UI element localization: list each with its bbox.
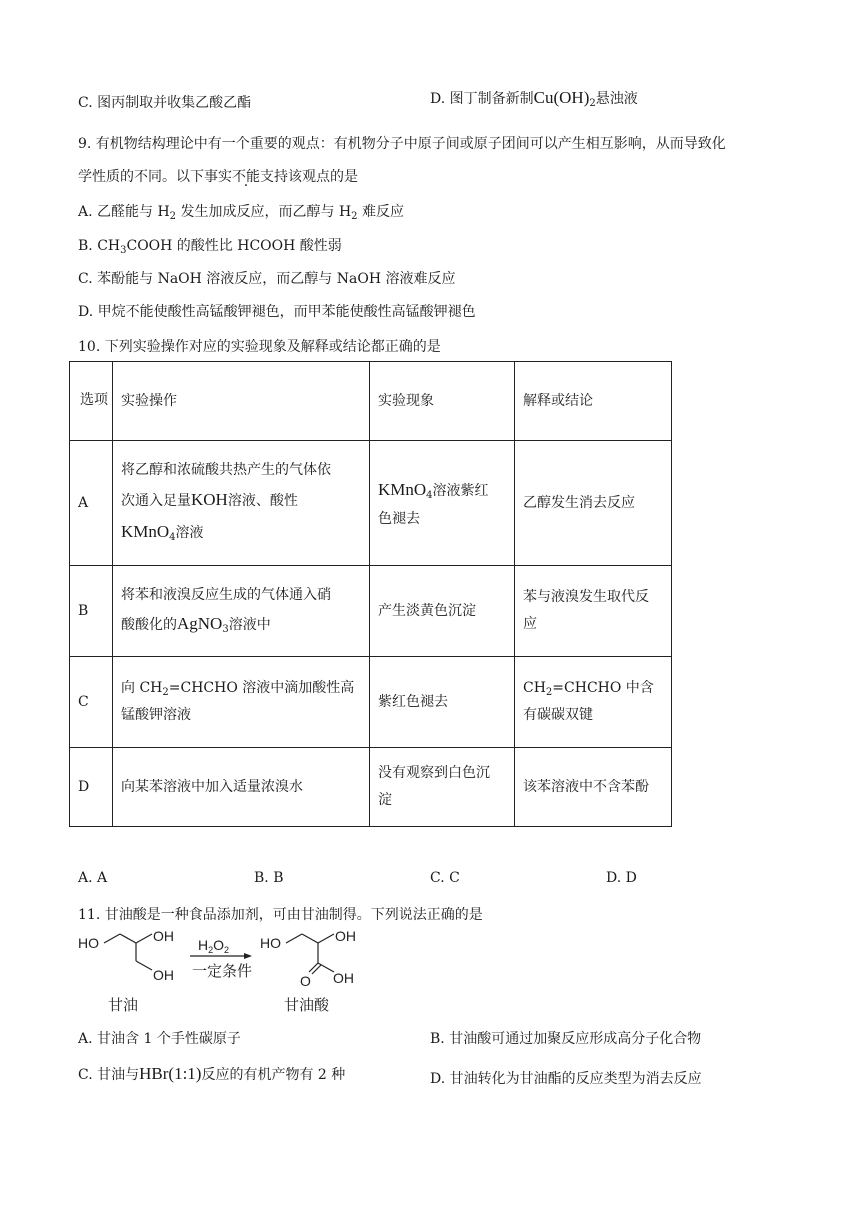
q11-reaction-diagram (74, 928, 374, 1020)
q10-answer-d: D. D (606, 870, 637, 886)
q9-option-a-text1: A. 乙醛能与 H (78, 204, 170, 220)
q11-option-d: D. 甘油转化为甘油酯的反应类型为消去反应 (430, 1071, 702, 1087)
row-b-op-formula: AgNO (177, 614, 223, 634)
row-c-option: C (70, 657, 113, 748)
row-c-op-line2: 锰酸钾溶液 (121, 707, 191, 724)
row-c-concl-text: CH (523, 680, 546, 697)
row-a-op-formula: KOH (191, 490, 228, 509)
row-a-conclusion: 乙醇发生消去反应 (515, 441, 672, 566)
q9-option-a-text2: 发生加成反应，而乙醇与 H (176, 204, 352, 220)
row-a-ph-line1 (378, 474, 506, 506)
row-c-operation (113, 657, 370, 748)
row-a-op-line3 (121, 516, 361, 548)
row-a-op-sub: 4 (169, 532, 176, 544)
q9-option-b (78, 235, 342, 256)
q9-option-a (78, 201, 404, 222)
q10-stem: 10. 下列实验操作对应的实验现象及解释或结论都正确的是 (78, 339, 441, 355)
q11-option-c (78, 1064, 345, 1084)
q9-stem-line1: 9. 有机物结构理论中有一个重要的观点：有机物分子中原子间或原子团间可以产生相互影响，从而导致化 (78, 136, 726, 152)
q11-option-c-text1: C. 甘油与 (78, 1067, 140, 1083)
q11-option-a: A. 甘油含 1 个手性碳原子 (78, 1031, 241, 1047)
q8-option-d (430, 88, 638, 109)
q8-option-c: C. 图丙制取并收集乙酸乙酯 (78, 95, 252, 111)
header-option: 选项 (70, 362, 113, 441)
glycerol-structure (104, 934, 152, 970)
row-b-concl-line1: 苯与液溴发生取代反 (523, 589, 649, 606)
q9-option-b-text1: B. CH (78, 238, 121, 254)
q9-stem-emphasis: 不能 (232, 169, 260, 185)
q10-table (69, 361, 672, 827)
header-conclusion: 解释或结论 (515, 362, 672, 441)
row-b-op-sub: 3 (222, 624, 229, 636)
row-c-op-line1 (121, 675, 361, 702)
q11-option-c-text2: 反应的有机产物有 2 种 (201, 1067, 346, 1083)
label-glyceric-acid: 甘油酸 (284, 997, 330, 1014)
row-a-ph-text: 溶液紫红 (432, 482, 489, 499)
row-d-conclusion: 该苯溶液中不含苯酚 (515, 748, 672, 827)
q9-option-a-sub2: 2 (351, 211, 358, 222)
q8-option-d-formula: Cu(OH) (533, 88, 590, 107)
row-c-op-text2: =CHCHO 溶液中滴加酸性高 (168, 680, 355, 697)
glycerol-oh-bottom: OH (153, 967, 174, 983)
row-c-conclusion (515, 657, 672, 748)
row-b-op-text: 酸酸化的 (121, 617, 177, 634)
glycerol-oh-top: OH (153, 928, 174, 944)
row-c-concl-line2: 有碳碳双键 (523, 707, 593, 724)
row-b-op-line2 (121, 608, 361, 640)
row-b-conclusion (515, 566, 672, 657)
q9-stem-line2-a: 学性质的不同。以下事实 (78, 169, 232, 185)
row-a-op-text3: 溶液 (175, 525, 204, 542)
row-d-ph-line1: 没有观察到白色沉 (378, 765, 490, 782)
row-a-op-text: 次通入足量 (121, 493, 191, 509)
row-b-concl-line2: 应 (523, 616, 537, 632)
header-operation: 实验操作 (113, 362, 370, 441)
q11-option-c-formula: HBr(1:1) (139, 1064, 202, 1083)
row-d-ph-line2: 淀 (378, 792, 392, 808)
row-a-op-formula2: KMnO (121, 522, 170, 542)
glyceric-acid-structure (286, 934, 334, 974)
row-a-op-line2 (121, 484, 361, 516)
label-glycerol: 甘油 (108, 997, 139, 1014)
table-header-row (70, 362, 672, 441)
row-a-ph-line2: 色褪去 (378, 510, 420, 527)
q10-answer-options (78, 870, 778, 890)
q10-answer-a: A. A (78, 870, 108, 886)
table-row (70, 441, 672, 566)
row-b-option: B (70, 566, 113, 657)
row-a-phenomenon (370, 441, 515, 566)
row-b-op-line1: 将苯和液溴反应生成的气体通入硝 (121, 586, 331, 603)
q8-option-d-prefix: D. 图丁制备新制 (430, 91, 534, 107)
glyceric-oh-top: OH (335, 928, 356, 944)
q10-answer-b: B. B (254, 870, 284, 886)
q8-option-d-suffix: 悬浊液 (595, 91, 638, 107)
q9-option-c: C. 苯酚能与 NaOH 溶液反应，而乙醇与 NaOH 溶液难反应 (78, 271, 456, 287)
row-c-concl-text2: =CHCHO 中含 (552, 680, 654, 697)
row-c-phenomenon: 紫红色褪去 (370, 657, 515, 748)
q10-answer-c: C. C (430, 870, 460, 886)
row-c-concl-line1 (523, 675, 663, 702)
glyceric-oh-bottom: OH (333, 970, 354, 986)
glycerol-ho: HO (78, 935, 99, 951)
row-a-op-line1: 将乙醇和浓硫酸共热产生的气体依 (121, 462, 331, 479)
row-a-op-text2: 溶液、酸性 (227, 493, 298, 509)
row-b-operation (113, 566, 370, 657)
arrow-head (244, 953, 252, 959)
row-a-operation (113, 441, 370, 566)
q9-option-b-sub: 3 (120, 245, 127, 256)
q9-option-a-text3: 难反应 (357, 204, 404, 220)
q9-stem-line2-b: 支持该观点的是 (260, 169, 358, 185)
table-row (70, 657, 672, 748)
glyceric-ho: HO (260, 935, 281, 951)
arrow-reagent: $H_2O_2$ (198, 937, 230, 955)
row-a-ph-sub: 4 (426, 489, 433, 501)
table-row (70, 748, 672, 827)
row-b-op-text2: 溶液中 (228, 617, 271, 634)
arrow-condition: 一定条件 (192, 963, 253, 980)
row-d-operation: 向某苯溶液中加入适量浓溴水 (113, 748, 370, 827)
q9-option-a-sub1: 2 (169, 211, 177, 222)
row-a-ph-formula: KMnO (378, 479, 427, 499)
q9-option-d: D. 甲烷不能使酸性高锰酸钾褪色，而甲苯能使酸性高锰酸钾褪色 (78, 304, 476, 320)
q9-stem-line2 (78, 166, 358, 186)
row-d-phenomenon (370, 748, 515, 827)
q11-stem: 11. 甘油酸是一种食品添加剂，可由甘油制得。下列说法正确的是 (78, 907, 483, 923)
header-phenomenon: 实验现象 (370, 362, 515, 441)
table-row (70, 566, 672, 657)
q11-option-b: B. 甘油酸可通过加聚反应形成高分子化合物 (430, 1031, 702, 1047)
row-c-op-text: 向 CH (121, 680, 163, 697)
q9-option-b-text2: COOH 的酸性比 HCOOH 酸性弱 (126, 238, 342, 254)
row-c-op-sub: 2 (162, 687, 169, 699)
row-b-phenomenon: 产生淡黄色沉淀 (370, 566, 515, 657)
row-d-option: D (70, 748, 113, 827)
q8-option-d-formula-sub: 2 (589, 98, 596, 109)
row-a-option: A (70, 441, 113, 566)
glyceric-o: O (300, 973, 311, 989)
row-c-concl-sub: 2 (545, 687, 553, 699)
